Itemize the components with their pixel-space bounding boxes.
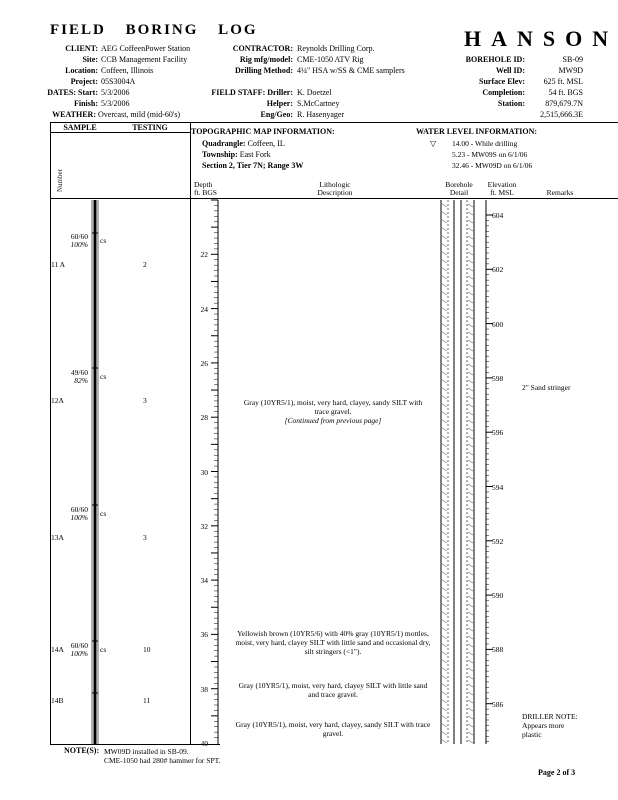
grout-hatch (468, 604, 473, 607)
header-mid-label: Eng/Geo: (260, 110, 293, 119)
grout-hatch (442, 204, 447, 207)
topo-quad (202, 139, 285, 148)
blow-count: 3 (143, 396, 147, 405)
grout-hatch (468, 380, 473, 383)
grout-hatch (442, 580, 447, 583)
quad-label: Quadrangle: (202, 139, 246, 148)
grout-hatch (442, 524, 447, 527)
grout-hatch (468, 348, 473, 351)
grout-hatch (442, 724, 447, 727)
grout-hatch (468, 292, 473, 295)
depth-label: 40 (200, 739, 208, 748)
grout-hatch (468, 660, 473, 663)
grout-hatch (442, 412, 447, 415)
grout-hatch (442, 308, 447, 311)
elevation-label: 592 (492, 536, 504, 546)
grout-hatch (442, 468, 447, 471)
grout-hatch (468, 260, 473, 263)
header-right-value: 879,679.7N (545, 99, 583, 108)
grout-hatch (442, 516, 447, 519)
grout-hatch (468, 460, 473, 463)
depth-label: 26 (200, 358, 208, 368)
grout-hatch (442, 596, 447, 599)
sample-type: cs (100, 372, 107, 381)
sample-recovery: 49/60 (70, 368, 88, 377)
depth-label: 30 (200, 467, 208, 477)
depth-label: 34 (200, 576, 208, 586)
water-level-row: 32.46 - MW09D on 6/1/06 (452, 161, 533, 170)
grout-hatch (442, 740, 447, 743)
grout-hatch (468, 644, 473, 647)
grout-hatch (468, 364, 473, 367)
header-mid-label: Drilling Method: (235, 66, 293, 75)
grout-hatch (442, 556, 447, 559)
elevation-label: 600 (492, 319, 504, 329)
grout-hatch (468, 276, 473, 279)
grout-hatch (442, 420, 447, 423)
grout-hatch (442, 652, 447, 655)
page-number: Page 2 of 3 (538, 768, 576, 777)
sample-percent: 100% (70, 240, 88, 249)
description-1-note: [Continued from previous page] (284, 416, 382, 425)
grout-hatch (468, 420, 473, 423)
grout-hatch (442, 292, 447, 295)
grout-hatch (468, 332, 473, 335)
grout-hatch (442, 372, 447, 375)
grout-hatch (442, 660, 447, 663)
sample-percent: 100% (70, 649, 88, 658)
grout-hatch (468, 468, 473, 471)
elevation-label: 596 (492, 428, 504, 438)
grout-hatch (442, 460, 447, 463)
grout-hatch (442, 316, 447, 319)
depth-label: 38 (200, 684, 208, 694)
header-left-value: 5/3/2006 (101, 99, 130, 108)
header-left-label: Finish: (73, 99, 98, 108)
header-right-label: BOREHOLE ID: (465, 55, 525, 64)
grout-hatch (468, 708, 473, 711)
grout-hatch (442, 228, 447, 231)
header-mid-value: S.McCartney (297, 99, 340, 108)
grout-hatch (442, 340, 447, 343)
header-right-value: MW9D (558, 66, 583, 75)
grout-hatch (468, 580, 473, 583)
grout-hatch (468, 596, 473, 599)
depth-label: 28 (200, 413, 208, 423)
depth-label: 24 (200, 304, 208, 314)
header-right-label: Surface Elev: (479, 77, 525, 86)
header-right-label: Completion: (482, 88, 525, 97)
grout-hatch (442, 604, 447, 607)
grout-hatch (468, 428, 473, 431)
header-mid-value: R. Hasenyager (297, 110, 345, 119)
elevation-label: 598 (492, 373, 504, 383)
grout-hatch (442, 500, 447, 503)
header-left-value: CCB Management Facility (101, 55, 188, 64)
grout-hatch (468, 500, 473, 503)
grout-hatch (442, 356, 447, 359)
grout-hatch (442, 628, 447, 631)
topo-heading: TOPOGRAPHIC MAP INFORMATION: (191, 127, 335, 136)
header-left-label: Location: (65, 66, 98, 75)
grout-hatch (468, 588, 473, 591)
grout-hatch (468, 356, 473, 359)
grout-hatch (442, 668, 447, 671)
grout-hatch (468, 220, 473, 223)
elevation-label: 602 (492, 265, 504, 275)
depth-unit-header: ft. BGS (194, 188, 217, 197)
grout-hatch (468, 228, 473, 231)
grout-hatch (442, 572, 447, 575)
sample-number: 14A (51, 645, 64, 654)
description-4-text: Gray (10YR5/1), moist, very hard, clayey, sandy SILT with trace gravel. (235, 720, 431, 738)
borehole-header-2: Detail (449, 188, 469, 197)
header-right-label: Station: (497, 99, 525, 108)
grout-hatch (468, 476, 473, 479)
header-left-value: AEG CoffeenPower Station (101, 44, 191, 53)
header-mid-label: Helper: (266, 99, 293, 108)
header-right-value: SB-09 (562, 55, 583, 64)
sample-percent: 100% (70, 513, 88, 522)
header-left-label: WEATHER: (52, 110, 96, 119)
grout-hatch (468, 684, 473, 687)
sample-number: 13A (51, 533, 64, 542)
depth-header: Depth (194, 180, 213, 189)
grout-hatch (442, 676, 447, 679)
sample-percent: 82% (74, 376, 88, 385)
grout-hatch (468, 724, 473, 727)
grout-hatch (442, 716, 447, 719)
column-header-divider (50, 198, 618, 199)
grout-hatch (468, 236, 473, 239)
blow-count: 11 (143, 696, 151, 705)
grout-hatch (442, 588, 447, 591)
grout-hatch (468, 340, 473, 343)
header-mid-label: FIELD STAFF: Driller: (211, 88, 293, 97)
elevation-label: 594 (492, 482, 504, 492)
grout-hatch (468, 556, 473, 559)
grout-hatch (468, 516, 473, 519)
grout-hatch (442, 380, 447, 383)
description-2 (234, 629, 432, 656)
grout-hatch (442, 692, 447, 695)
remark-driller-3: plastic (522, 730, 542, 739)
grout-hatch (468, 244, 473, 247)
grout-hatch (442, 300, 447, 303)
water-level-row: 14.00 - While drilling (452, 139, 518, 148)
litho-header-2: Description (317, 188, 353, 197)
description-2-text: Yellowish brown (10YR5/6) with 40% gray (10YR5/1) mottles, moist, very hard, clayey SILT with little sand and occasional dry, silt stringers (<1"). (235, 629, 431, 656)
grout-hatch (468, 484, 473, 487)
header-right-value: 2,515,666.3E (540, 110, 583, 119)
grout-hatch (442, 212, 447, 215)
description-3 (234, 681, 432, 699)
header-mid-value: Reynolds Drilling Corp. (297, 44, 375, 53)
header-left-label: DATES: Start: (47, 88, 98, 97)
header-mid-value: 4¼" HSA w/SS & CME samplers (297, 66, 405, 75)
grout-hatch (442, 636, 447, 639)
grout-hatch (468, 524, 473, 527)
grout-hatch (468, 388, 473, 391)
quad-value: Coffeen, IL (247, 139, 285, 148)
grout-hatch (442, 348, 447, 351)
header-right-value: 54 ft. BGS (548, 88, 583, 97)
grout-hatch (468, 436, 473, 439)
grout-hatch (442, 484, 447, 487)
grout-hatch (442, 236, 447, 239)
header-left-label: Site: (82, 55, 98, 64)
grout-hatch (468, 740, 473, 743)
grout-hatch (468, 412, 473, 415)
hanson-logo: HANSON (464, 26, 618, 51)
grout-hatch (442, 324, 447, 327)
grout-hatch (468, 316, 473, 319)
grout-hatch (468, 532, 473, 535)
notes-line-2: CME-1050 had 280# hammer for SPT. (104, 756, 221, 765)
grout-hatch (442, 332, 447, 335)
grout-hatch (442, 644, 447, 647)
remark-driller-2: Appears more (522, 721, 565, 730)
header-mid-label: Rig mfg/model: (239, 55, 293, 64)
header-mid-value: CME-1050 ATV Rig (297, 55, 364, 64)
elev-header-1: Elevation (487, 180, 517, 189)
grout-hatch (468, 612, 473, 615)
grout-hatch (468, 636, 473, 639)
grout-hatch (442, 492, 447, 495)
depth-label: 36 (200, 630, 208, 640)
grout-hatch (468, 700, 473, 703)
header-mid-value: K. Doetzel (297, 88, 332, 97)
grout-hatch (468, 572, 473, 575)
description-3-text: Gray (10YR5/1), moist, very hard, clayey SILT with little sand and trace gravel. (238, 681, 428, 699)
elev-header-2: ft. MSL (490, 188, 514, 197)
sample-recovery: 60/60 (70, 641, 88, 650)
header-right-label: Well ID: (495, 66, 525, 75)
blow-count: 10 (143, 645, 151, 654)
testing-header: TESTING (132, 123, 168, 132)
grout-hatch (468, 508, 473, 511)
water-heading: WATER LEVEL INFORMATION: (416, 127, 538, 136)
water-symbol: ▽ (430, 139, 437, 148)
header-left-value: 05S3004A (101, 77, 136, 86)
sample-recovery: 60/60 (70, 232, 88, 241)
header-left-label: Project: (70, 77, 98, 86)
blow-count: 2 (143, 260, 147, 269)
grout-hatch (468, 252, 473, 255)
grout-hatch (442, 268, 447, 271)
header-left-value: Overcast, mild (mid-60's) (98, 110, 181, 119)
grout-hatch (442, 244, 447, 247)
header-left-value: Coffeen, Illinois (101, 66, 154, 75)
grout-hatch (442, 260, 447, 263)
remark-driller-1: DRILLER NOTE: (522, 712, 578, 721)
testing-divider (190, 122, 191, 744)
grout-hatch (442, 508, 447, 511)
grout-hatch (442, 252, 447, 255)
depth-label: 32 (200, 521, 208, 531)
sample-number: 11 A (51, 260, 66, 269)
twp-value: East Fork (239, 150, 271, 159)
grout-hatch (442, 476, 447, 479)
description-4 (234, 720, 432, 738)
grout-hatch (442, 404, 447, 407)
grout-hatch (442, 364, 447, 367)
grout-hatch (468, 692, 473, 695)
grout-hatch (442, 436, 447, 439)
grout-hatch (442, 444, 447, 447)
header-left-label: CLIENT: (65, 44, 98, 53)
grout-hatch (442, 532, 447, 535)
notes-label: NOTE(S): (64, 746, 100, 755)
elevation-label: 590 (492, 591, 504, 601)
header-left-value: 5/3/2006 (101, 88, 130, 97)
grout-hatch (468, 628, 473, 631)
depth-label: 22 (200, 250, 208, 260)
grout-hatch (468, 540, 473, 543)
grout-hatch (442, 708, 447, 711)
grout-hatch (442, 620, 447, 623)
grout-hatch (468, 716, 473, 719)
grout-hatch (468, 404, 473, 407)
grout-hatch (468, 204, 473, 207)
grout-hatch (468, 548, 473, 551)
notes-line-1: MW09D installed in SB-09. (104, 747, 189, 756)
grout-hatch (442, 452, 447, 455)
elevation-label: 604 (492, 211, 504, 220)
twp-label: Township: (202, 150, 238, 159)
blow-count: 3 (143, 533, 147, 542)
grout-hatch (442, 684, 447, 687)
grout-hatch (468, 268, 473, 271)
remark-sand-stringer: 2" Sand stringer (522, 383, 571, 392)
grout-hatch (442, 396, 447, 399)
description-1 (238, 398, 428, 425)
grout-hatch (442, 540, 447, 543)
grout-hatch (468, 492, 473, 495)
grout-hatch (468, 620, 473, 623)
sample-number: 14B (51, 696, 64, 705)
grout-hatch (442, 276, 447, 279)
grout-hatch (468, 396, 473, 399)
grout-hatch (442, 700, 447, 703)
topo-section: Section 2, Tier 7N; Range 3W (202, 161, 304, 170)
sample-header: SAMPLE (63, 123, 97, 132)
grout-hatch (468, 668, 473, 671)
sample-number: 12A (51, 396, 64, 405)
grout-hatch (442, 428, 447, 431)
sample-type: cs (100, 509, 107, 518)
sample-type: cs (100, 236, 107, 245)
page-title: FIELD BORING LOG (50, 22, 258, 38)
grout-hatch (468, 732, 473, 735)
grout-hatch (442, 388, 447, 391)
borehole-header-1: Borehole (445, 180, 473, 189)
header-mid-label: CONTRACTOR: (232, 44, 293, 53)
topo-twp (202, 150, 271, 159)
grout-hatch (468, 372, 473, 375)
elevation-label: 588 (492, 645, 504, 655)
sample-recovery: 60/60 (70, 505, 88, 514)
description-1-text: Gray (10YR5/1), moist, very hard, clayey, sandy SILT with trace gravel. (243, 398, 423, 416)
grout-hatch (468, 676, 473, 679)
grout-hatch (468, 564, 473, 567)
header-right-value: 625 ft. MSL (543, 77, 583, 86)
elevation-label: 586 (492, 699, 504, 709)
grout-hatch (468, 300, 473, 303)
grout-hatch (442, 612, 447, 615)
grout-hatch (468, 212, 473, 215)
grout-hatch (468, 452, 473, 455)
grout-hatch (442, 284, 447, 287)
grout-hatch (468, 308, 473, 311)
grout-hatch (468, 284, 473, 287)
grout-hatch (442, 548, 447, 551)
grout-hatch (468, 324, 473, 327)
remarks-header: Remarks (546, 188, 574, 197)
water-level-row: 5.23 - MW09S on 6/1/06 (452, 150, 528, 159)
grout-hatch (468, 652, 473, 655)
grout-hatch (468, 444, 473, 447)
grout-hatch (442, 564, 447, 567)
grout-hatch (442, 220, 447, 223)
litho-header-1: Lithologic (319, 180, 351, 189)
sample-header-underline (50, 132, 190, 133)
grout-hatch (442, 732, 447, 735)
sample-type: cs (100, 645, 107, 654)
